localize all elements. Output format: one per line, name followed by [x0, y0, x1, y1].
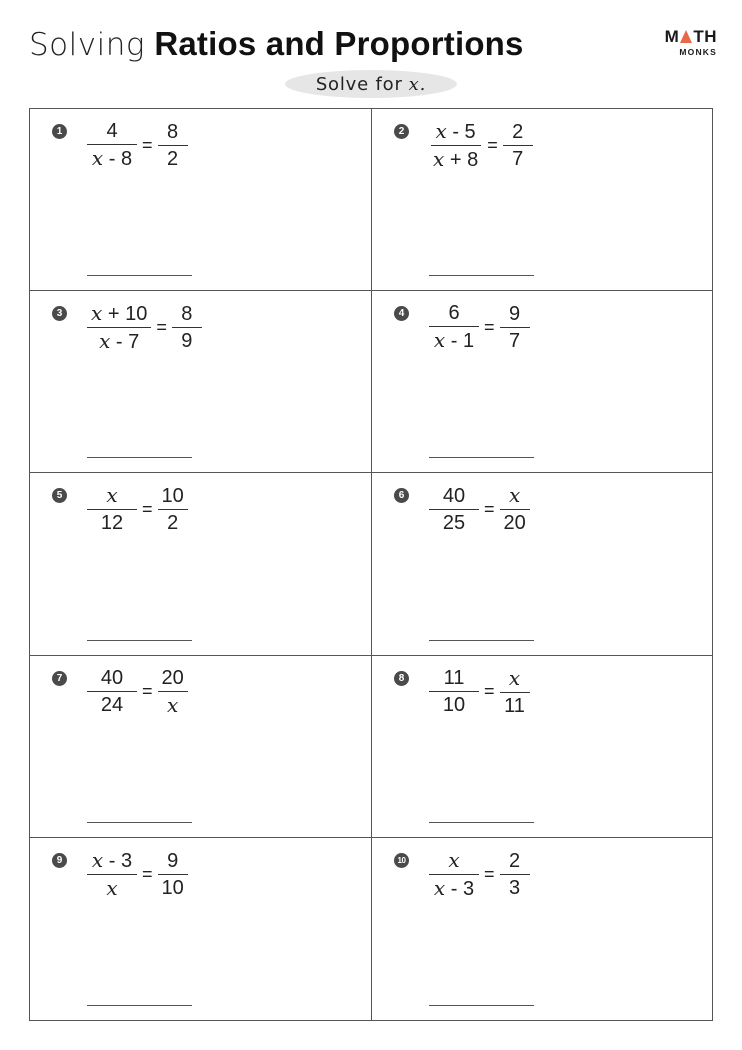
proportion-equation — [429, 665, 530, 719]
left-numerator: 6 — [429, 300, 479, 327]
proportion-equation — [429, 118, 533, 173]
logo-wordmark — [657, 28, 717, 45]
left-fraction — [429, 483, 479, 536]
equals-sign: = — [484, 863, 495, 884]
left-denominator — [87, 875, 137, 902]
logo-letters-th: TH — [693, 27, 717, 46]
problem-number-badge: 8 — [394, 671, 409, 686]
problem-number-badge: 10 — [394, 853, 409, 868]
variable-x: x — [509, 483, 521, 508]
right-fraction — [503, 119, 533, 172]
instruction-text: Solve for — [315, 73, 403, 95]
left-numerator — [87, 482, 137, 510]
right-numerator — [500, 482, 530, 510]
answer-line[interactable] — [429, 822, 534, 823]
right-numerator: 20 — [158, 665, 188, 692]
variable-x: x — [91, 301, 103, 326]
left-numerator: 4 — [87, 118, 137, 145]
proportion-equation — [429, 300, 530, 354]
right-fraction — [158, 665, 188, 719]
instruction-variable: x. — [408, 73, 427, 95]
right-denominator: 7 — [512, 148, 524, 170]
left-fraction — [87, 118, 137, 172]
right-denominator: 10 — [161, 876, 184, 899]
answer-line[interactable] — [429, 457, 534, 458]
equals-sign: = — [484, 498, 495, 519]
right-fraction — [500, 301, 530, 354]
proportion-equation — [87, 665, 188, 719]
left-denominator: 24 — [100, 694, 124, 717]
math-monks-logo — [657, 28, 717, 57]
right-denominator: 2 — [166, 147, 179, 170]
problem-cell-10 — [372, 838, 712, 1020]
title-bold: Ratios and Proportions — [154, 25, 524, 62]
instruction-pill — [285, 70, 457, 98]
problem-cell-9 — [30, 838, 372, 1020]
left-numerator: 40 — [87, 665, 137, 692]
left-denominator: 12 — [100, 512, 124, 535]
left-fraction — [429, 300, 479, 354]
problem-cell-2 — [372, 109, 712, 291]
equals-sign: = — [487, 135, 498, 155]
variable-x: x — [448, 847, 460, 872]
right-denominator: 2 — [167, 511, 179, 534]
right-fraction — [158, 483, 188, 536]
right-fraction — [500, 848, 530, 901]
left-numerator: x + 10 — [87, 300, 151, 328]
variable-x: x — [433, 147, 445, 171]
problem-number-badge: 1 — [52, 124, 67, 139]
left-numerator: 11 — [429, 665, 479, 692]
right-fraction — [500, 665, 530, 719]
right-numerator: 2 — [503, 119, 533, 146]
variable-x: x — [99, 329, 111, 354]
answer-line[interactable] — [429, 640, 534, 641]
equals-sign: = — [156, 317, 167, 338]
answer-line[interactable] — [429, 275, 534, 276]
variable-x: x — [433, 328, 446, 353]
left-fraction — [429, 665, 479, 718]
problem-number-badge: 6 — [394, 488, 409, 503]
left-fraction — [87, 482, 137, 536]
problem-number-badge: 4 — [394, 306, 409, 321]
right-numerator: 8 — [172, 301, 202, 328]
proportion-equation — [87, 847, 188, 902]
left-numerator: 40 — [429, 483, 479, 510]
equals-sign: = — [142, 863, 153, 884]
variable-x: x — [91, 847, 104, 872]
answer-line[interactable] — [87, 275, 192, 276]
left-denominator: x - 3 — [433, 875, 475, 900]
proportion-equation — [429, 482, 530, 536]
right-numerator: 2 — [500, 848, 530, 875]
right-denominator: 9 — [181, 330, 193, 353]
triangle-icon — [680, 30, 692, 43]
equals-sign: = — [142, 681, 153, 702]
equals-sign: = — [484, 316, 495, 337]
answer-line[interactable] — [87, 1005, 192, 1006]
logo-letter-m: M — [664, 27, 680, 46]
left-numerator — [429, 847, 479, 875]
problem-cell-7 — [30, 656, 372, 838]
right-numerator: 8 — [158, 119, 188, 146]
title-light: Solving — [29, 27, 145, 63]
problem-number-badge: 9 — [52, 853, 67, 868]
left-denominator: 10 — [442, 694, 466, 717]
right-numerator: 9 — [500, 301, 530, 328]
problem-number-badge: 5 — [52, 488, 67, 503]
left-numerator: x - 3 — [87, 847, 137, 875]
left-denominator: x + 8 — [433, 147, 479, 171]
proportion-equation — [87, 482, 188, 536]
problem-cell-8 — [372, 656, 712, 838]
problem-cell-5 — [30, 473, 372, 655]
problem-number-badge: 2 — [394, 124, 409, 139]
right-numerator: 10 — [158, 483, 188, 510]
right-fraction — [158, 119, 188, 172]
left-fraction — [87, 847, 137, 902]
right-fraction — [158, 848, 188, 901]
left-fraction — [87, 300, 151, 355]
problem-cell-3 — [30, 291, 372, 473]
left-denominator: x - 8 — [91, 146, 133, 170]
variable-x: x — [91, 146, 104, 170]
equals-sign: = — [484, 681, 495, 702]
right-fraction — [172, 301, 202, 354]
answer-line[interactable] — [87, 822, 192, 823]
left-denominator: 25 — [442, 511, 466, 534]
right-denominator — [158, 692, 188, 719]
variable-x: x — [435, 119, 447, 143]
variable-x: x — [106, 875, 118, 900]
logo-subtitle: MONKS — [679, 47, 717, 57]
variable-x: x — [106, 483, 118, 508]
right-denominator: 7 — [508, 329, 521, 352]
left-denominator: x - 7 — [99, 329, 140, 354]
answer-line[interactable] — [87, 640, 192, 641]
proportion-equation — [87, 118, 188, 172]
problem-number-badge: 3 — [52, 306, 67, 321]
problem-grid — [29, 108, 713, 1021]
left-fraction — [429, 118, 482, 173]
right-numerator — [500, 665, 530, 693]
equals-sign: = — [142, 134, 153, 155]
problem-cell-1 — [30, 109, 372, 291]
answer-line[interactable] — [429, 1005, 534, 1006]
right-denominator: 11 — [504, 694, 525, 717]
right-fraction — [500, 482, 530, 536]
proportion-equation — [87, 300, 202, 355]
right-denominator: 3 — [508, 876, 521, 899]
proportion-equation — [429, 847, 530, 902]
problem-cell-4 — [372, 291, 712, 473]
problem-cell-6 — [372, 473, 712, 655]
right-numerator: 9 — [158, 848, 188, 875]
worksheet-title — [29, 24, 524, 65]
answer-line[interactable] — [87, 457, 192, 458]
variable-x: x — [508, 665, 521, 690]
right-denominator: 20 — [503, 512, 526, 535]
left-fraction — [429, 847, 479, 902]
left-fraction — [87, 665, 137, 718]
variable-x: x — [433, 875, 446, 900]
equals-sign: = — [142, 498, 153, 519]
left-denominator: x - 1 — [433, 328, 475, 353]
left-numerator: x - 5 — [431, 118, 481, 146]
problem-number-badge: 7 — [52, 671, 67, 686]
variable-x: x — [167, 692, 179, 717]
